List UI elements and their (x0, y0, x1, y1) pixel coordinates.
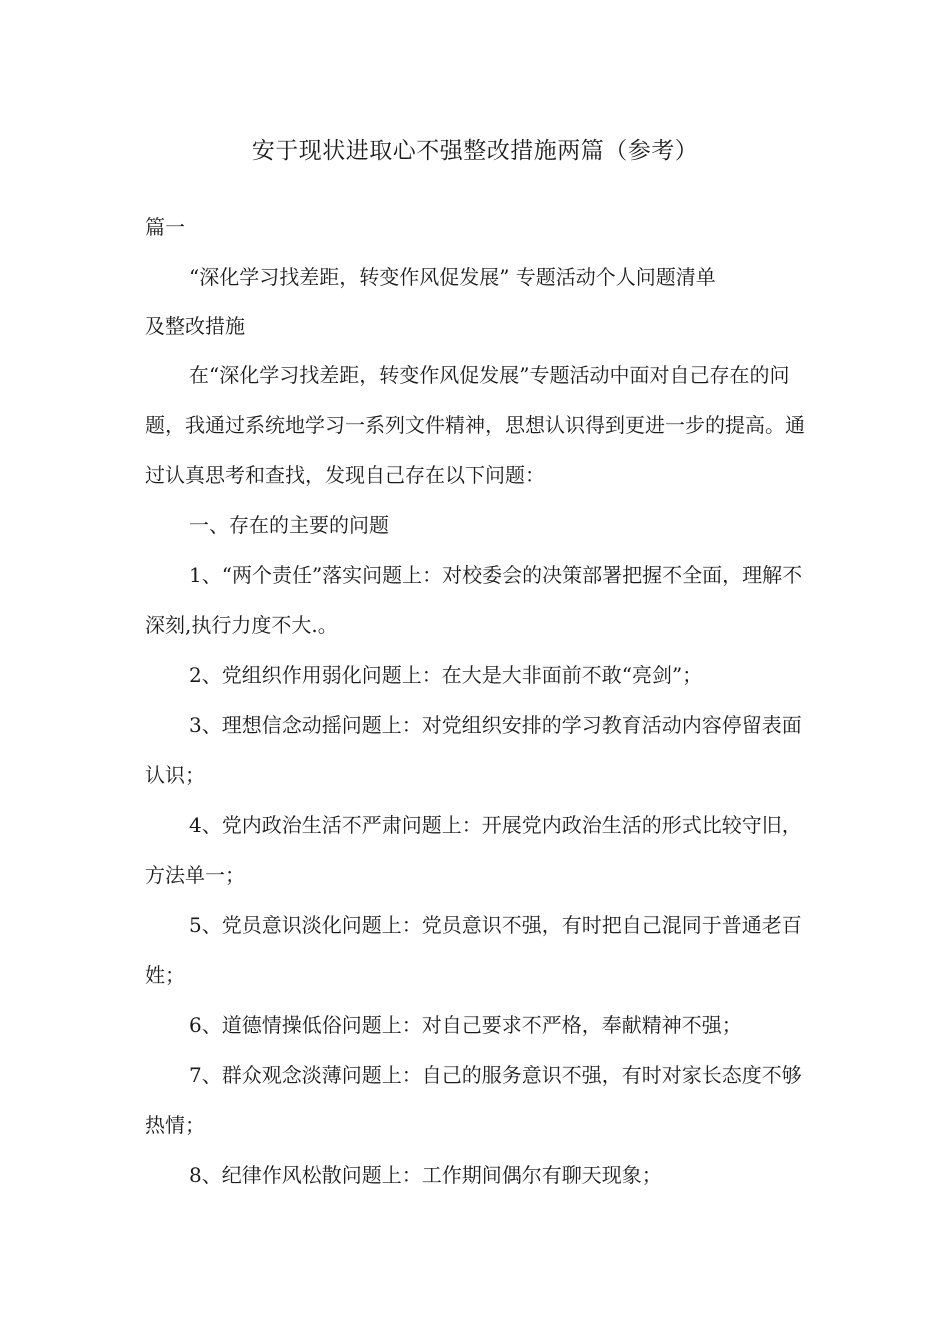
intro-paragraph: 在“深化学习找差距，转变作风促发展”专题活动中面对自己存在的问题，我通过系统地学习一系列文件精神，思想认识得到更进一步的提高。通过认真思考和查找，发现自己存在以下问题： (145, 363, 805, 487)
section-heading: 一、存在的主要的问题 (189, 513, 389, 537)
list-item: 7、群众观念淡薄问题上：自己的服务意识不强，有时对家长态度不够热情； (145, 1063, 802, 1137)
list-item: 8、纪律作风松散问题上：工作期间偶尔有聊天现象； (189, 1163, 662, 1187)
list-item: 6、道德情操低俗问题上：对自己要求不严格，奉献精神不强； (189, 1013, 742, 1037)
document-title: 安于现状进取心不强整改措施两篇（参考） (251, 138, 699, 164)
list-item: 2、党组织作用弱化问题上：在大是大非面前不敢“亮剑”； (189, 663, 703, 687)
list-item: 3、理想信念动摇问题上：对党组织安排的学习教育活动内容停留表面认识； (145, 713, 802, 787)
list-item: 4、党内政治生活不严肃问题上：开展党内政治生活的形式比较守旧，方法单一； (145, 813, 802, 887)
subtitle-line-2: 及整改措施 (145, 314, 245, 338)
list-item: 5、党员意识淡化问题上：党员意识不强，有时把自己混同于普通老百姓； (145, 913, 802, 987)
list-item: 1、“两个责任”落实问题上：对校委会的决策部署把握不全面，理解不深刻,执行力度不大.。 (145, 563, 803, 637)
subtitle-line-1: “深化学习找差距，转变作风促发展” 专题活动个人问题清单 (189, 265, 716, 289)
section-label: 篇一 (145, 215, 185, 239)
